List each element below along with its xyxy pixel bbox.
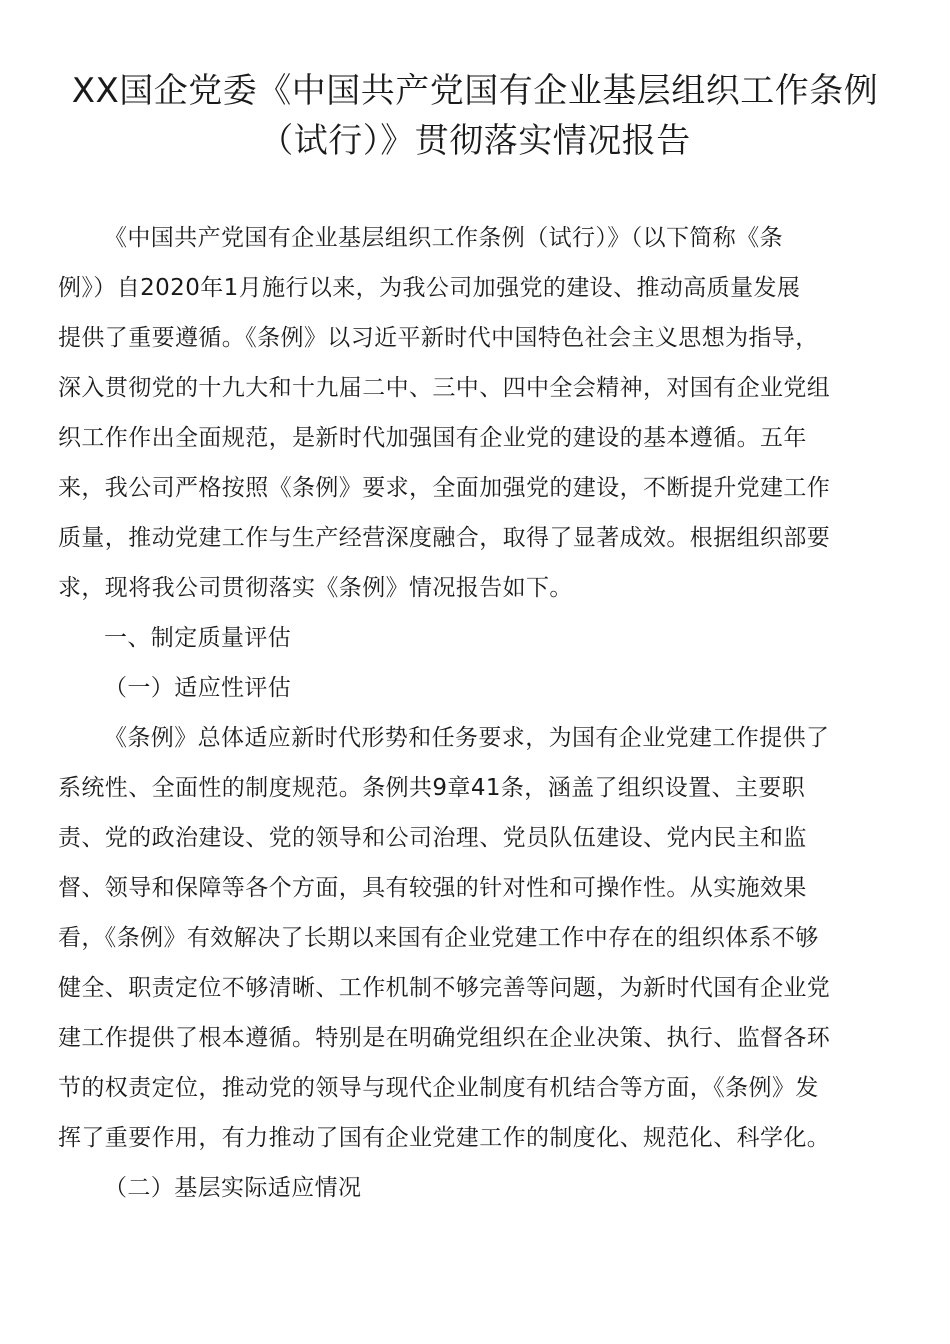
paragraph-line: 责、党的政治建设、党的领导和公司治理、党员队伍建设、党内民主和监 [58, 825, 807, 851]
section-1-1-paragraph [58, 713, 878, 1163]
intro-line: 求，现将我公司贯彻落实《条例》情况报告如下。 [58, 575, 573, 601]
section-1-2-heading: （二）基层实际适应情况 [104, 1175, 362, 1201]
paragraph-line: 看，《条例》有效解决了长期以来国有企业党建工作中存在的组织体系不够 [58, 925, 819, 951]
section-1-heading: 一、制定质量评估 [104, 625, 292, 651]
paragraph-line: 挥了重要作用，有力推动了国有企业党建工作的制度化、规范化、科学化。 [58, 1125, 831, 1151]
title-line-1: XX国企党委《中国共产党国有企业基层组织工作条例 [71, 71, 879, 111]
intro-line: 例》）自2020年1月施行以来，为我公司加强党的建设、推动高质量发展 [58, 275, 801, 301]
intro-line: 质量，推动党建工作与生产经营深度融合，取得了显著成效。根据组织部要 [58, 525, 831, 551]
paragraph-line: 系统性、全面性的制度规范。条例共9章41条，涵盖了组织设置、主要职 [58, 775, 806, 801]
intro-line: 来，我公司严格按照《条例》要求，全面加强党的建设，不断提升党建工作 [58, 475, 831, 501]
section-1-1-heading: （一）适应性评估 [104, 675, 292, 701]
paragraph-line: 建工作提供了根本遵循。特别是在明确党组织在企业决策、执行、监督各环 [58, 1025, 831, 1051]
paragraph-line: 节的权责定位，推动党的领导与现代企业制度有机结合等方面，《条例》发 [58, 1075, 819, 1101]
intro-line: 深入贯彻党的十九大和十九届二中、三中、四中全会精神，对国有企业党组 [58, 375, 831, 401]
document-title [40, 66, 910, 166]
intro-paragraph [58, 213, 878, 613]
intro-line: 《中国共产党国有企业基层组织工作条例（试行）》（以下简称《条 [104, 225, 783, 251]
paragraph-line: 督、领导和保障等各个方面，具有较强的针对性和可操作性。从实施效果 [58, 875, 807, 901]
paragraph-line: 《条例》总体适应新时代形势和任务要求，为国有企业党建工作提供了 [104, 725, 830, 751]
intro-line: 提供了重要遵循。《条例》以习近平新时代中国特色社会主义思想为指导， [58, 325, 819, 351]
document-body [58, 213, 878, 1213]
intro-line: 织工作作出全面规范，是新时代加强国有企业党的建设的基本遵循。五年 [58, 425, 807, 451]
title-line-2: （试行）》贯彻落实情况报告 [259, 121, 691, 161]
paragraph-line: 健全、职责定位不够清晰、工作机制不够完善等问题，为新时代国有企业党 [58, 975, 831, 1001]
